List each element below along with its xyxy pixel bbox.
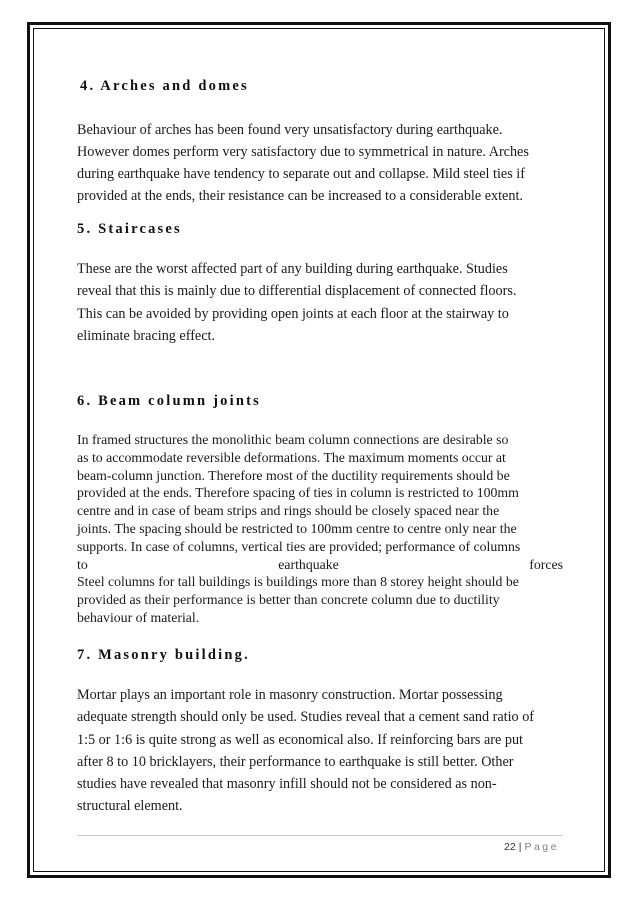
text-line: provided as their performance is better than concrete column due to ductility — [77, 592, 500, 608]
text-line: as to accommodate reversible deformations. The maximum moments occur at — [77, 449, 506, 465]
text-line: Mortar plays an important role in masonry construction. Mortar possessing — [77, 687, 503, 703]
text-line: reveal that this is mainly due to differential displacement of connected floors. — [77, 283, 517, 300]
text-line: eliminate bracing effect. — [77, 327, 215, 344]
text-line: Steel columns for tall buildings is buildings more than 8 storey height should be — [77, 574, 519, 590]
text-line: adequate strength should only be used. Studies reveal that a cement sand ratio of — [77, 709, 535, 726]
text-line: Behaviour of arches has been found very unsatisfactory during earthquake. — [77, 122, 503, 138]
section-heading-arches-domes: 4. Arches and domes — [80, 78, 249, 94]
text-line: centre and in case of beam strips and rings should be closely spaced near the — [77, 503, 500, 519]
text-line: These are the worst affected part of any building during earthquake. Studies — [77, 261, 508, 277]
section-heading-beam-column-joints: 6. Beam column joints — [77, 393, 261, 409]
footer-divider — [77, 835, 563, 836]
footer-separator: | — [518, 841, 522, 853]
section-body-masonry-building — [77, 684, 563, 818]
page-footer — [453, 841, 559, 853]
text-line: after 8 to 10 bricklayers, their performance to earthquake is still better. Other — [77, 753, 514, 770]
section-body-beam-column-joints — [77, 431, 563, 627]
text-line: This can be avoided by providing open joints at each floor at the stairway to — [77, 305, 509, 322]
page-number: 22 — [504, 841, 516, 853]
text-line: 1:5 or 1:6 is quite strong as well as economical also. If reinforcing bars are put — [77, 731, 523, 748]
text-line: structural element. — [77, 798, 183, 815]
text-line: However domes perform very satisfactory due to symmetrical in nature. Arches — [77, 144, 529, 160]
text-line: during earthquake have tendency to separate out and collapse. Mild steel ties if — [77, 166, 525, 182]
section-body-staircases — [77, 258, 563, 347]
text-line: provided at the ends. Therefore spacing of ties in column is restricted to 100mm — [77, 485, 519, 501]
text-line: behaviour of material. — [77, 609, 200, 625]
section-body-arches-domes — [77, 119, 563, 207]
text-line: joints. The spacing should be restricted to 100mm centre to centre only near the — [77, 520, 517, 536]
text-line: beam-column junction. Therefore most of the ductility requirements should be — [77, 467, 510, 483]
section-heading-staircases: 5. Staircases — [77, 221, 182, 237]
text-line: provided at the ends, their resistance can be increased to a considerable extent. — [77, 188, 523, 204]
text-line: studies have revealed that masonry infill should not be considered as non- — [77, 776, 497, 793]
text-line: In framed structures the monolithic beam column connections are desirable so — [77, 432, 509, 447]
text-line: to earthquake forces — [77, 556, 563, 572]
section-heading-masonry-building: 7. Masonry building. — [77, 647, 250, 663]
page-word: Page — [524, 841, 559, 853]
text-line: supports. In case of columns, vertical ties are provided; performance of columns — [77, 538, 521, 554]
